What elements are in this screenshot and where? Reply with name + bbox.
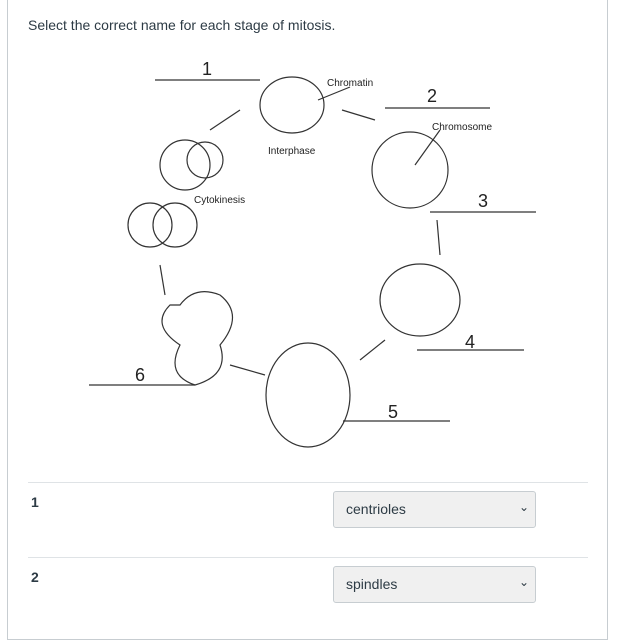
answer-row-divider	[28, 557, 588, 558]
answer-select-1[interactable]	[333, 491, 536, 528]
answer-select-2[interactable]	[333, 566, 536, 603]
label-6: 6	[135, 365, 146, 385]
chevron-down-icon: ⌄	[518, 575, 529, 589]
chromatin-label: Chromatin	[327, 78, 374, 89]
interphase-label: Interphase	[268, 146, 316, 157]
label-2: 2	[427, 86, 438, 106]
answer-row-divider	[28, 482, 588, 483]
selected-value: centrioles	[346, 501, 406, 517]
chevron-down-icon: ⌄	[518, 500, 529, 514]
answer-number: 2	[31, 569, 39, 585]
cytokinesis-label: Cytokinesis	[194, 195, 246, 206]
label-3: 3	[478, 191, 489, 211]
label-1: 1	[202, 59, 213, 79]
question-prompt: Select the correct name for each stage of mitosis.	[28, 17, 336, 33]
label-4: 4	[465, 332, 476, 352]
selected-value: spindles	[346, 576, 398, 592]
label-5: 5	[388, 402, 399, 422]
chromosome-label: Chromosome	[432, 122, 493, 133]
mitosis-diagram	[80, 55, 540, 455]
answer-number: 1	[31, 494, 39, 510]
